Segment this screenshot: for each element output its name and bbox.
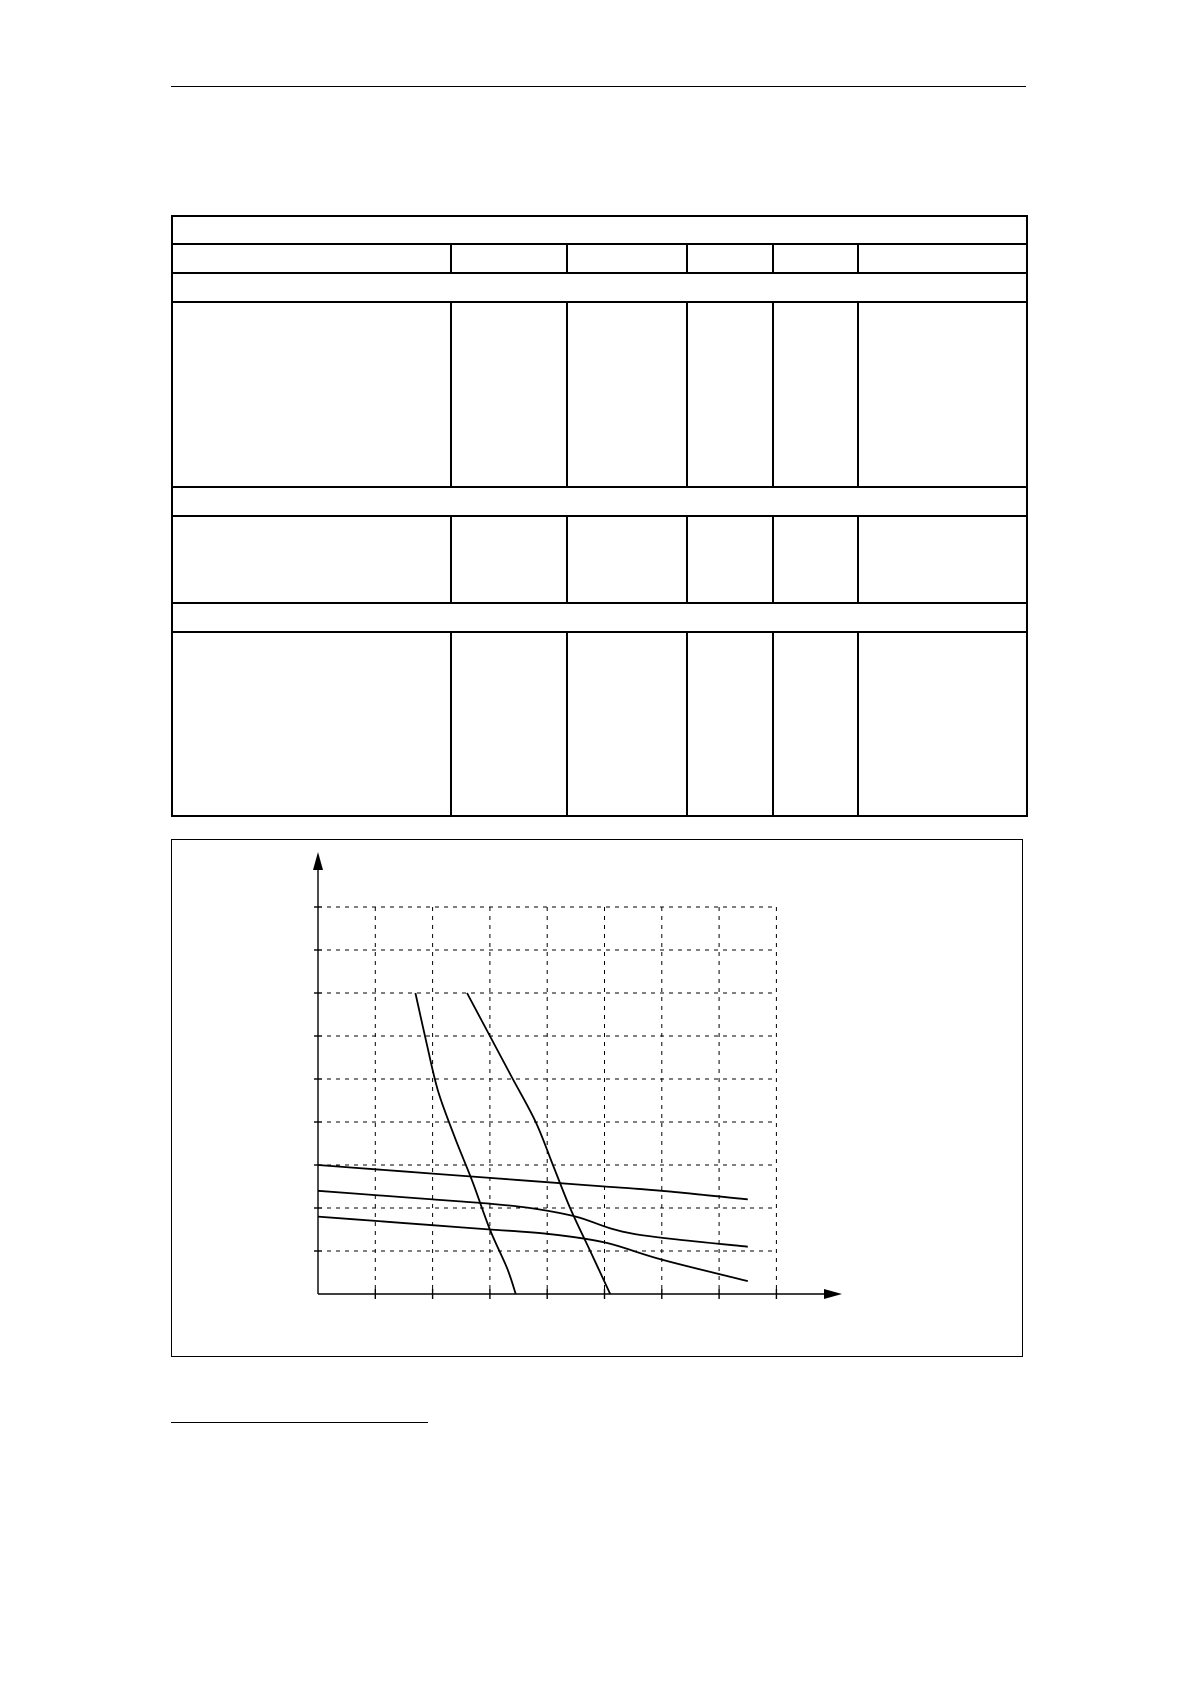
spec-table-grid xyxy=(171,215,1028,817)
header-rule xyxy=(171,86,1026,87)
column-dividers-section-1 xyxy=(451,302,858,487)
series-line-3 xyxy=(318,1165,748,1199)
series-line-5 xyxy=(318,1217,748,1282)
spec-table xyxy=(171,215,1028,817)
series-line-1 xyxy=(415,993,515,1294)
series-line-2 xyxy=(467,993,610,1294)
y-axis-arrowhead xyxy=(313,852,323,870)
column-dividers-section-3 xyxy=(451,632,858,816)
series-line-4 xyxy=(318,1191,748,1247)
line-chart xyxy=(172,840,1022,1356)
footnote-rule xyxy=(171,1422,428,1423)
chart-frame xyxy=(171,839,1023,1357)
x-axis-arrowhead xyxy=(824,1289,842,1299)
column-dividers-header xyxy=(451,244,858,273)
column-dividers-section-2 xyxy=(451,516,858,603)
